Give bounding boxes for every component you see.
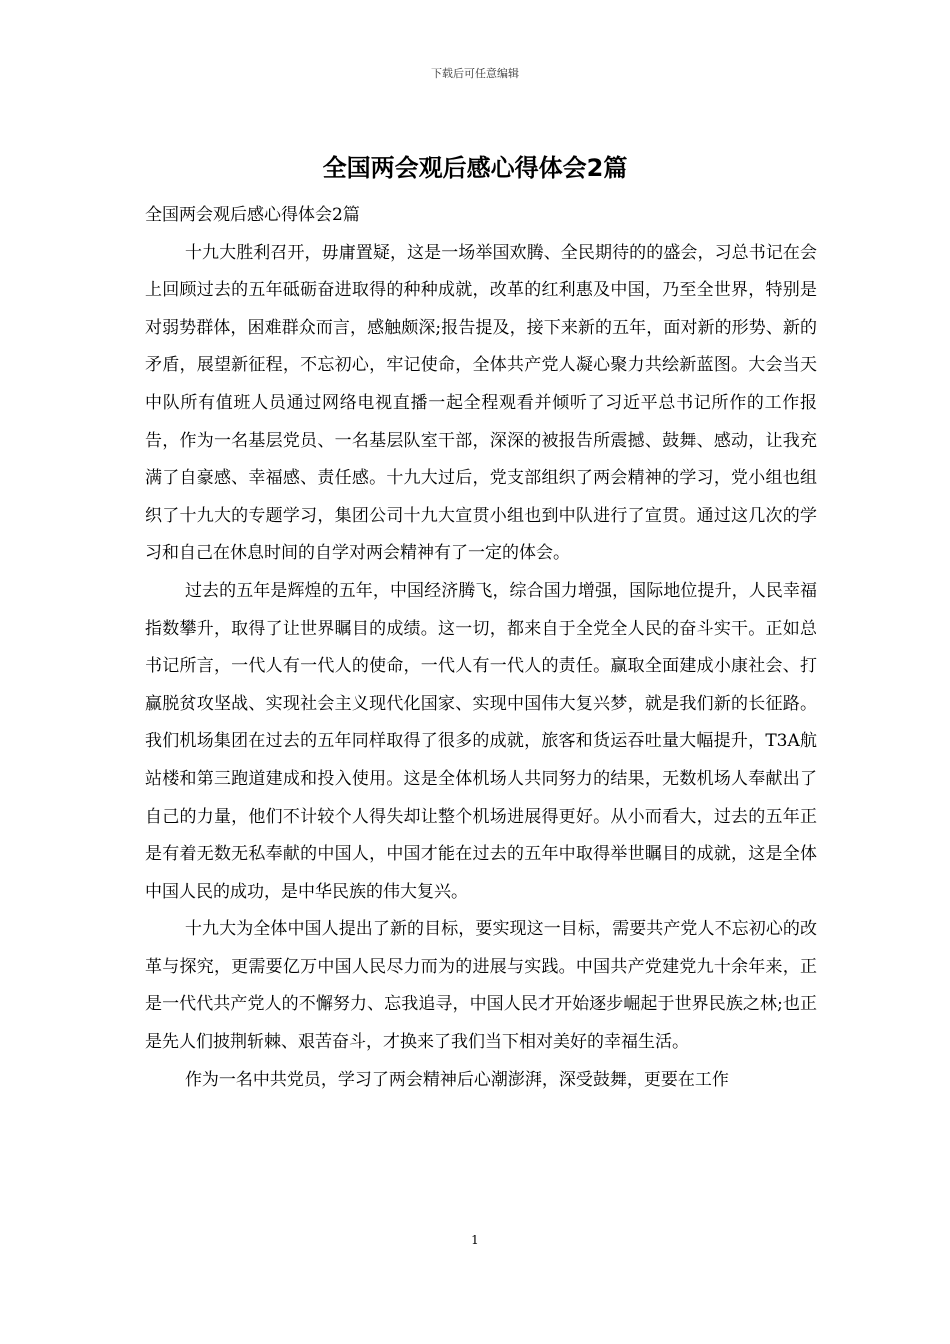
page-number: 1 <box>471 1233 479 1247</box>
paragraph-4: 作为一名中共党员，学习了两会精神后心潮澎湃，深受鼓舞，更要在工作 <box>184 1069 729 1090</box>
document-title: 全国两会观后感心得体会2篇 <box>322 154 628 182</box>
document-body <box>145 197 817 1099</box>
paragraph-2: 过去的五年是辉煌的五年，中国经济腾飞，综合国力增强，国际地位提升，人民幸福指数攀升，取得了让世界瞩目的成绩。这一切，都来自于全党全人民的奋斗实干。正如总书记所言，一代人有一代人的使命，一代人有一代人的责任。赢取全面建成小康社会、打赢脱贫攻坚战、实现社会主义现代化国家、实现中国伟大复兴梦，就是我们新的长征路。我们机场集团在过去的五年同样取得了很多的成就，旅客和货运吞吐量大幅提升，T3A航站楼和第三跑道建成和投入使用。这是全体机场人共同努力的结果，无数机场人奉献出了自己的力量，他们不计较个人得失却让整个机场进展得更好。从小而看大，过去的五年正是有着无数无私奉献的中国人，中国才能在过去的五年中取得举世瞩目的成就，这是全体中国人民的成功，是中华民族的伟大复兴。 <box>145 580 817 902</box>
document-subtitle: 全国两会观后感心得体会2篇 <box>145 205 360 225</box>
header-note: 下载后可任意编辑 <box>431 67 519 80</box>
paragraph-1: 十九大胜利召开，毋庸置疑，这是一场举国欢腾、全民期待的的盛会，习总书记在会上回顾过去的五年砥砺奋进取得的种种成就，改革的红利惠及中国，乃至全世界，特别是对弱势群体，困难群众而言，感触颇深;报告提及，接下来新的五年，面对新的形势、新的矛盾，展望新征程，不忘初心，牢记使命，全体共产党人凝心聚力共绘新蓝图。大会当天中队所有值班人员通过网络电视直播一起全程观看并倾听了习近平总书记所作的工作报告，作为一名基层党员、一名基层队室干部，深深的被报告所震撼、鼓舞、感动，让我充满了自豪感、幸福感、责任感。十九大过后，党支部组织了两会精神的学习，党小组也组织了十九大的专题学习，集团公司十九大宣贯小组也到中队进行了宣贯。通过这几次的学习和自己在休息时间的自学对两会精神有了一定的体会。 <box>145 242 817 564</box>
paragraph-3: 十九大为全体中国人提出了新的目标，要实现这一目标，需要共产党人不忘初心的改革与探究，更需要亿万中国人民尽力而为的进展与实践。中国共产党建党九十余年来，正是一代代共产党人的不懈努力、忘我追寻，中国人民才开始逐步崛起于世界民族之林;也正是先人们披荆斩棘、艰苦奋斗，才换来了我们当下相对美好的幸福生活。 <box>145 919 817 1053</box>
